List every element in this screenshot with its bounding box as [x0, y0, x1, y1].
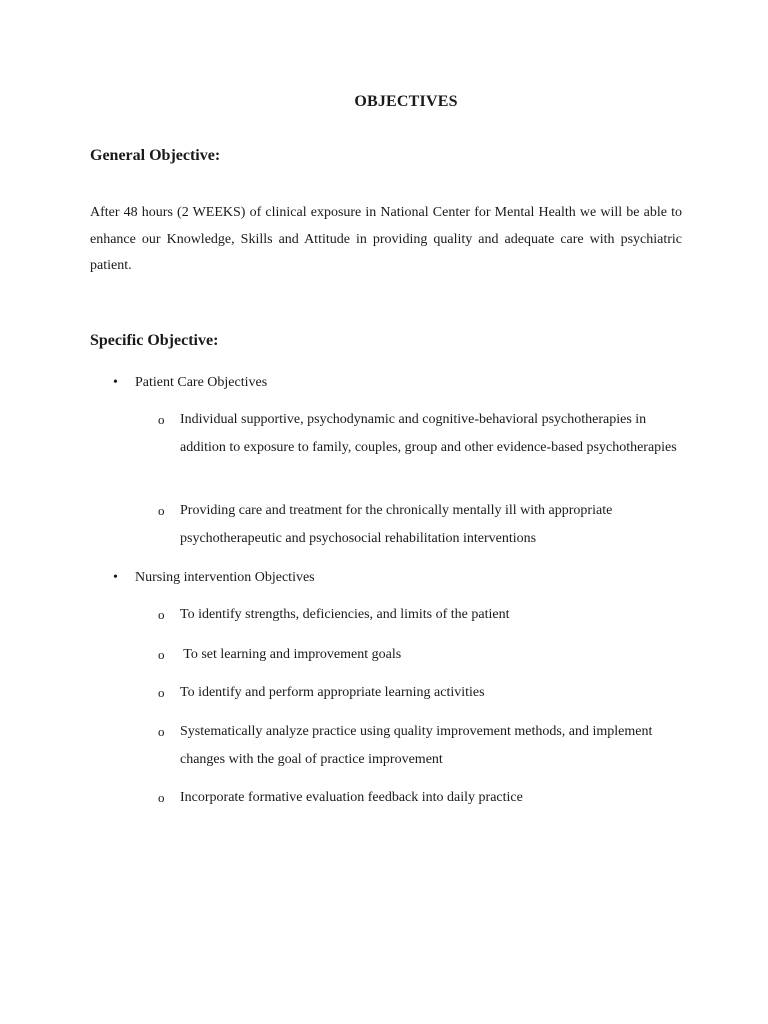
list-item: [158, 679, 678, 707]
sub-marker: o: [158, 412, 165, 427]
general-objective-text: After 48 hours (2 WEEKS) of clinical exposure in National Center for Mental Health we will be able to enhance our Knowledge, Skills and Attitude in providing quality and adequate care with psychiatric patient.: [90, 205, 682, 273]
list-item-text: To identify strengths, deficiencies, and limits of the patient: [180, 607, 510, 622]
section-label: Patient Care Objectives: [135, 375, 268, 390]
list-item-text: Systematically analyze practice using quality improvement methods, and implement changes with the goal of practice improvement: [180, 724, 653, 767]
list-item-text: Providing care and treatment for the chronically mentally ill with appropriate psychotherapeutic and psychosocial rehabilitation interventions: [180, 503, 613, 546]
sub-marker: o: [158, 607, 165, 622]
list-item: [158, 406, 678, 462]
list-item: [158, 641, 678, 669]
list-item: [158, 784, 678, 812]
page-title: OBJECTIVES: [354, 93, 458, 110]
section-label: Nursing intervention Objectives: [135, 570, 315, 585]
list-item-text: To identify and perform appropriate learning activities: [180, 685, 485, 700]
sub-marker: o: [158, 790, 165, 805]
bullet-marker: •: [113, 375, 118, 390]
list-item-text: Incorporate formative evaluation feedback into daily practice: [180, 790, 523, 805]
sub-marker: o: [158, 647, 165, 662]
sub-marker: o: [158, 685, 165, 700]
sub-marker: o: [158, 503, 165, 518]
list-item-text: Individual supportive, psychodynamic and cognitive-behavioral psychotherapies in addition to exposure to family, couples, group and other evidence-based psychotherapies: [180, 412, 677, 455]
list-item: [158, 718, 678, 774]
bullet-marker: •: [113, 570, 118, 585]
sub-marker: o: [158, 724, 165, 739]
list-item-text: To set learning and improvement goals: [180, 647, 402, 662]
list-item: [158, 601, 678, 629]
specific-objective-heading: Specific Objective:: [90, 332, 219, 349]
list-item: [158, 497, 678, 553]
general-objective-heading: General Objective:: [90, 147, 221, 164]
